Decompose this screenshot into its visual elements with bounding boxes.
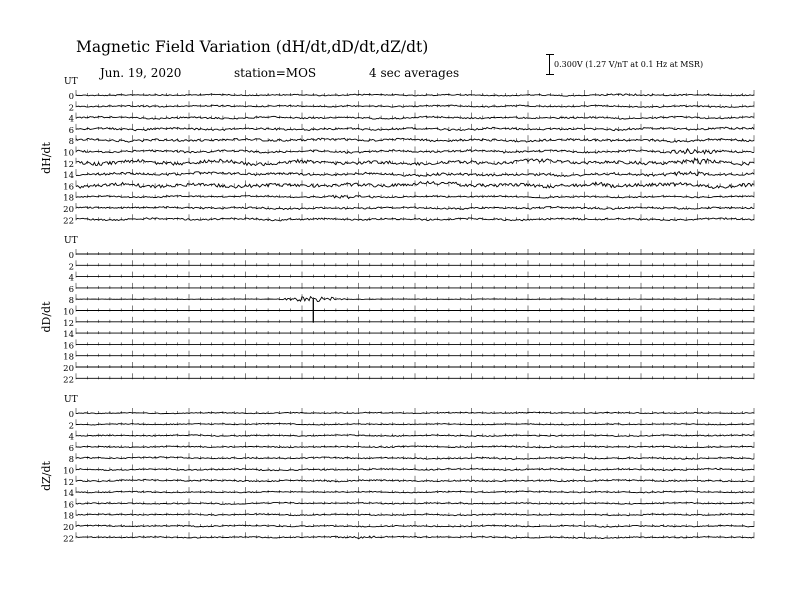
row-label: 12 (63, 159, 74, 170)
row-label: 2 (68, 103, 74, 114)
time-ticks (76, 101, 754, 107)
row-label: 8 (68, 137, 74, 148)
row-label: 4 (68, 273, 74, 284)
row-label: 20 (63, 364, 74, 374)
station-label: station=MOS (234, 66, 317, 80)
row-label: 4 (68, 114, 74, 125)
row-label: 16 (63, 182, 74, 193)
ut-axis-label: UT (64, 395, 78, 405)
row-label: 14 (63, 171, 74, 182)
row-label: 2 (68, 421, 74, 432)
row-label: 18 (63, 352, 74, 363)
row-label: 18 (63, 193, 74, 204)
row-label: 2 (68, 262, 74, 273)
row-label: 10 (63, 466, 74, 477)
row-label: 0 (68, 410, 74, 420)
row-label: 6 (68, 125, 74, 136)
row-label: 20 (63, 205, 74, 215)
time-ticks (76, 442, 754, 448)
component-axis-label: dD/dt (40, 301, 53, 333)
time-ticks (76, 113, 754, 119)
row-label: 18 (63, 511, 74, 522)
row-label: 6 (68, 443, 74, 454)
chart-title: Magnetic Field Variation (dH/dt,dD/dt,dZ/dt) (76, 38, 429, 56)
row-label: 8 (68, 455, 74, 466)
row-label: 22 (63, 216, 74, 227)
component-axis-label: dZ/dt (40, 461, 53, 491)
scale-label: 0.300V (1.27 V/nT at 0.1 Hz at MSR) (554, 60, 704, 69)
date-label: Jun. 19, 2020 (100, 66, 182, 80)
component-axis-label: dH/dt (40, 142, 53, 174)
row-label: 10 (63, 148, 74, 159)
row-label: 22 (63, 375, 74, 386)
row-label: 12 (63, 477, 74, 488)
row-label: 8 (68, 296, 74, 307)
row-label: 12 (63, 318, 74, 329)
row-label: 22 (63, 534, 74, 545)
row-label: 14 (63, 330, 74, 341)
ut-axis-label: UT (64, 236, 78, 246)
ut-axis-label: UT (64, 77, 78, 87)
row-label: 20 (63, 523, 74, 533)
row-label: 16 (63, 500, 74, 511)
row-label: 14 (63, 489, 74, 500)
row-label: 16 (63, 341, 74, 352)
row-label: 4 (68, 432, 74, 443)
row-label: 0 (68, 92, 74, 102)
row-label: 10 (63, 307, 74, 318)
row-label: 6 (68, 284, 74, 295)
averaging-label: 4 sec averages (369, 66, 460, 80)
time-ticks (76, 203, 754, 209)
row-label: 0 (68, 251, 74, 261)
